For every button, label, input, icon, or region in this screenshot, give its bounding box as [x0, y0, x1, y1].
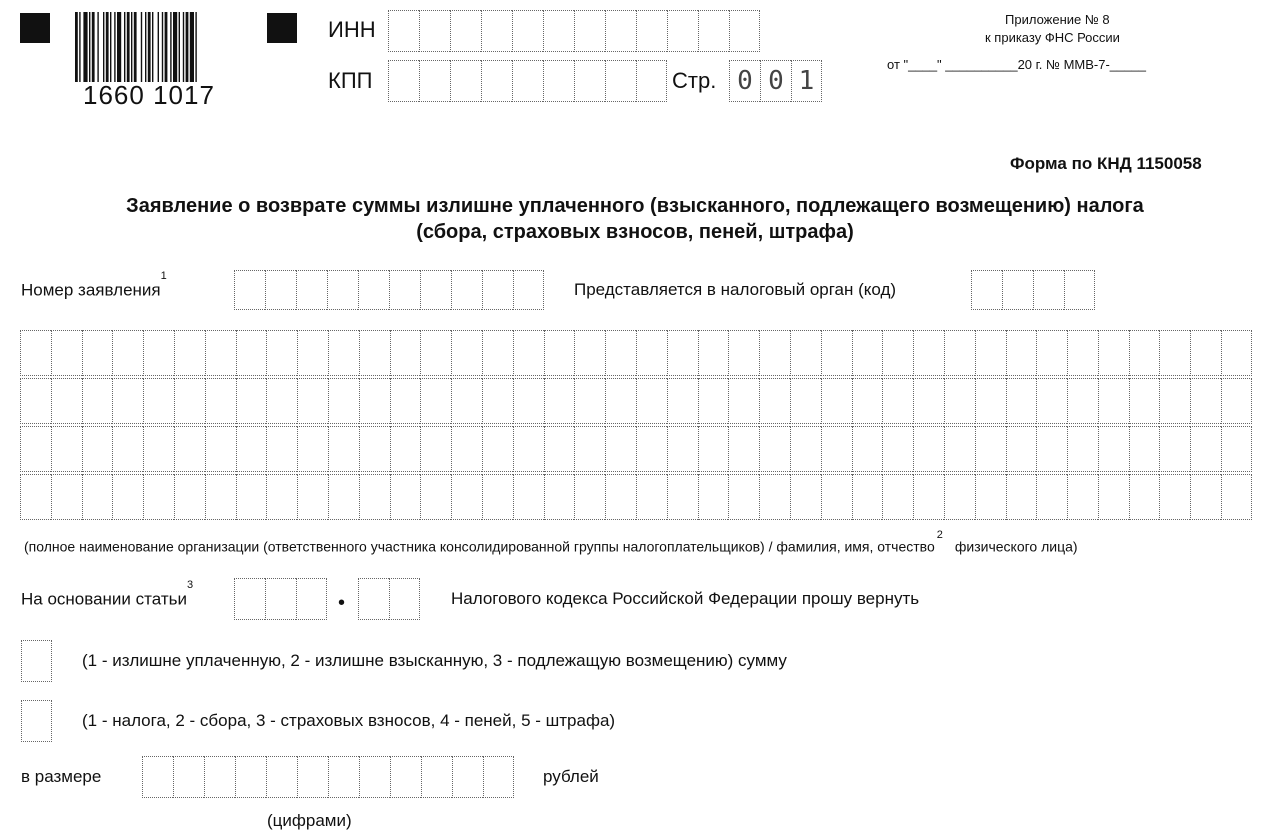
input-cell[interactable]: [482, 330, 513, 376]
input-cell[interactable]: [1159, 426, 1190, 472]
input-cell[interactable]: [512, 10, 543, 52]
input-cell[interactable]: [1006, 426, 1037, 472]
input-cell[interactable]: [1067, 330, 1098, 376]
input-cell[interactable]: [1067, 474, 1098, 520]
input-cell[interactable]: [574, 426, 605, 472]
input-cell[interactable]: [451, 270, 482, 310]
input-cell[interactable]: [266, 474, 297, 520]
tax-office-label: Представляется в налоговый орган (код): [574, 280, 897, 299]
input-cell[interactable]: [852, 330, 883, 376]
input-cell[interactable]: [944, 378, 975, 424]
form-title-line1: Заявление о возврате суммы излишне уплаченного (взысканного, подлежащего возмещению) налога: [126, 195, 1144, 217]
payment-type-caption: (1 - налога, 2 - сбора, 3 - страховых взносов, 4 - пеней, 5 - штрафа): [82, 711, 616, 730]
input-cell[interactable]: [388, 10, 419, 52]
input-cell[interactable]: [327, 270, 358, 310]
input-cell[interactable]: [1036, 330, 1067, 376]
form-title-line2: (сбора, страховых взносов, пеней, штрафа): [416, 221, 854, 243]
input-cell[interactable]: [1159, 474, 1190, 520]
input-cell[interactable]: [1006, 330, 1037, 376]
input-cell[interactable]: [605, 60, 636, 102]
input-cell[interactable]: [759, 378, 790, 424]
input-cell[interactable]: [821, 330, 852, 376]
input-cell[interactable]: [421, 756, 452, 798]
input-cell[interactable]: [636, 330, 667, 376]
input-cell[interactable]: [729, 10, 760, 52]
input-cell[interactable]: [975, 378, 1006, 424]
amount-label: в размере: [21, 767, 102, 786]
input-cell[interactable]: [605, 378, 636, 424]
input-cell[interactable]: [143, 474, 174, 520]
org-name-row-2[interactable]: [20, 378, 1252, 424]
input-cell[interactable]: [297, 426, 328, 472]
input-cell[interactable]: [605, 426, 636, 472]
input-cell[interactable]: [513, 378, 544, 424]
input-cell[interactable]: [452, 756, 483, 798]
input-cell[interactable]: [513, 270, 544, 310]
input-cell[interactable]: [513, 330, 544, 376]
input-cell[interactable]: [1036, 474, 1067, 520]
input-cell[interactable]: [1006, 378, 1037, 424]
input-cell[interactable]: [419, 60, 450, 102]
input-cell[interactable]: [266, 330, 297, 376]
input-cell[interactable]: [112, 426, 143, 472]
input-cell[interactable]: [882, 426, 913, 472]
input-cell[interactable]: [574, 60, 605, 102]
input-cell[interactable]: [143, 426, 174, 472]
input-cell[interactable]: [636, 60, 667, 102]
input-cell[interactable]: [205, 426, 236, 472]
input-cell[interactable]: [82, 378, 113, 424]
form-code: Форма по КНД 1150058: [1010, 154, 1202, 173]
input-cell[interactable]: [574, 378, 605, 424]
input-cell[interactable]: [728, 378, 759, 424]
input-cell[interactable]: [728, 330, 759, 376]
input-cell[interactable]: [636, 426, 667, 472]
inn-label: ИНН: [328, 17, 376, 42]
input-cell[interactable]: [852, 474, 883, 520]
input-cell[interactable]: [358, 578, 389, 620]
input-cell[interactable]: [481, 10, 512, 52]
input-cell[interactable]: [297, 756, 328, 798]
input-cell[interactable]: [1221, 378, 1252, 424]
input-cell[interactable]: [1064, 270, 1095, 310]
article-part-cells[interactable]: [358, 578, 420, 620]
input-cell[interactable]: [574, 330, 605, 376]
input-cell[interactable]: [605, 330, 636, 376]
input-cell[interactable]: [574, 10, 605, 52]
page-digit: 0: [760, 60, 791, 102]
input-cell[interactable]: [543, 10, 574, 52]
input-cell[interactable]: [359, 474, 390, 520]
input-cell[interactable]: [21, 700, 52, 742]
input-cell[interactable]: [636, 10, 667, 52]
input-cell[interactable]: [605, 10, 636, 52]
input-cell[interactable]: [698, 330, 729, 376]
input-cell[interactable]: [450, 10, 481, 52]
input-cell[interactable]: [1221, 474, 1252, 520]
input-cell[interactable]: [1129, 330, 1160, 376]
input-cell[interactable]: [821, 474, 852, 520]
org-name-row-3[interactable]: [20, 426, 1252, 472]
input-cell[interactable]: [481, 60, 512, 102]
input-cell[interactable]: [913, 330, 944, 376]
input-cell[interactable]: [451, 378, 482, 424]
input-cell[interactable]: [174, 330, 205, 376]
input-cell[interactable]: [420, 474, 451, 520]
kpp-cells[interactable]: [388, 60, 667, 102]
input-cell[interactable]: [51, 474, 82, 520]
input-cell[interactable]: [205, 474, 236, 520]
tax-office-cells[interactable]: [971, 270, 1095, 310]
input-cell[interactable]: [20, 378, 51, 424]
input-cell[interactable]: [667, 330, 698, 376]
input-cell[interactable]: [1098, 378, 1129, 424]
input-cell[interactable]: [204, 756, 235, 798]
input-cell[interactable]: [667, 10, 698, 52]
input-cell[interactable]: [236, 474, 267, 520]
input-cell[interactable]: [328, 474, 359, 520]
input-cell[interactable]: [975, 474, 1006, 520]
input-cell[interactable]: [389, 578, 420, 620]
input-cell[interactable]: [297, 474, 328, 520]
app-number-label: Номер заявления$^1$: [21, 270, 167, 300]
input-cell[interactable]: [636, 378, 667, 424]
input-cell[interactable]: [512, 60, 543, 102]
input-cell[interactable]: [390, 756, 421, 798]
input-cell[interactable]: [236, 426, 267, 472]
appendix-line1: Приложение № 8: [1005, 12, 1110, 27]
input-cell[interactable]: [790, 330, 821, 376]
input-cell[interactable]: [359, 426, 390, 472]
input-cell[interactable]: [388, 60, 419, 102]
input-cell[interactable]: [266, 426, 297, 472]
input-cell[interactable]: [297, 378, 328, 424]
input-cell[interactable]: [1129, 426, 1160, 472]
article-tail: Налогового кодекса Российской Федерации прошу вернуть: [451, 589, 920, 608]
input-cell[interactable]: [913, 378, 944, 424]
input-cell[interactable]: [265, 270, 296, 310]
app-number-cells[interactable]: [234, 270, 544, 310]
input-cell[interactable]: [390, 474, 421, 520]
input-cell[interactable]: [451, 474, 482, 520]
sum-type-cell[interactable]: [21, 640, 52, 682]
input-cell[interactable]: [544, 426, 575, 472]
sum-type-caption: (1 - излишне уплаченную, 2 - излишне взысканную, 3 - подлежащую возмещению) сумму: [82, 651, 787, 670]
article-label: На основании статьи$^3$: [21, 579, 194, 609]
input-cell[interactable]: [1190, 330, 1221, 376]
input-cell[interactable]: [975, 426, 1006, 472]
org-name-caption: (полное наименование организации (ответственного участника консолидированной группы налогоплательщиков) / фамилия, имя, отчество$^2$физического лица): [24, 529, 1078, 555]
input-cell[interactable]: [1190, 378, 1221, 424]
input-cell[interactable]: [821, 378, 852, 424]
input-cell[interactable]: [728, 474, 759, 520]
input-cell[interactable]: [451, 426, 482, 472]
input-cell[interactable]: [482, 426, 513, 472]
input-cell[interactable]: [450, 60, 481, 102]
input-cell[interactable]: [236, 378, 267, 424]
input-cell[interactable]: [143, 378, 174, 424]
input-cell[interactable]: [359, 330, 390, 376]
input-cell[interactable]: [1033, 270, 1064, 310]
input-cell[interactable]: [944, 330, 975, 376]
appendix-date: от "____" __________20 г. №: [887, 57, 1060, 72]
input-cell[interactable]: [1098, 474, 1129, 520]
page-digit: 0: [729, 60, 760, 102]
input-cell[interactable]: [1036, 378, 1067, 424]
input-cell[interactable]: [328, 756, 359, 798]
input-cell[interactable]: [173, 756, 204, 798]
input-cell[interactable]: [913, 474, 944, 520]
amount-cells[interactable]: [142, 756, 514, 798]
payment-type-cell[interactable]: [21, 700, 52, 742]
input-cell[interactable]: [698, 474, 729, 520]
input-cell[interactable]: [359, 756, 390, 798]
input-cell[interactable]: [236, 330, 267, 376]
input-cell[interactable]: [790, 378, 821, 424]
amount-unit: рублей: [543, 767, 599, 786]
input-cell[interactable]: [266, 378, 297, 424]
input-cell[interactable]: [667, 378, 698, 424]
input-cell[interactable]: [1006, 474, 1037, 520]
input-cell[interactable]: [971, 270, 1002, 310]
input-cell[interactable]: [390, 378, 421, 424]
input-cell[interactable]: [21, 640, 52, 682]
input-cell[interactable]: [482, 474, 513, 520]
input-cell[interactable]: [174, 474, 205, 520]
input-cell[interactable]: [112, 330, 143, 376]
org-name-row-4[interactable]: [20, 474, 1252, 520]
appendix-line2: к приказу ФНС России: [985, 30, 1120, 45]
input-cell[interactable]: [759, 426, 790, 472]
input-cell[interactable]: [419, 10, 450, 52]
input-cell[interactable]: [1067, 426, 1098, 472]
input-cell[interactable]: [944, 426, 975, 472]
input-cell[interactable]: [143, 330, 174, 376]
input-cell[interactable]: [698, 10, 729, 52]
input-cell[interactable]: [882, 330, 913, 376]
input-cell[interactable]: [1098, 426, 1129, 472]
input-cell[interactable]: [112, 378, 143, 424]
input-cell[interactable]: [82, 474, 113, 520]
input-cell[interactable]: [174, 426, 205, 472]
amount-caption: (цифрами): [267, 811, 352, 830]
page-cells: [729, 60, 822, 102]
input-cell[interactable]: [605, 474, 636, 520]
input-cell[interactable]: [20, 330, 51, 376]
org-name-row-1[interactable]: [20, 330, 1252, 376]
input-cell[interactable]: [234, 270, 265, 310]
input-cell[interactable]: [790, 474, 821, 520]
input-cell[interactable]: [328, 330, 359, 376]
input-cell[interactable]: [698, 378, 729, 424]
appendix-line3: [887, 57, 1146, 72]
input-cell[interactable]: [297, 330, 328, 376]
input-cell[interactable]: [513, 474, 544, 520]
page-digit: 1: [791, 60, 822, 102]
article-number-cells[interactable]: [234, 578, 327, 620]
input-cell[interactable]: [882, 474, 913, 520]
input-cell[interactable]: [543, 60, 574, 102]
input-cell[interactable]: [390, 426, 421, 472]
registration-marker-left: [20, 13, 50, 43]
registration-marker-right: [267, 13, 297, 43]
input-cell[interactable]: [420, 378, 451, 424]
input-cell[interactable]: [882, 378, 913, 424]
input-cell[interactable]: [328, 378, 359, 424]
input-cell[interactable]: [1221, 426, 1252, 472]
input-cell[interactable]: [821, 426, 852, 472]
input-cell[interactable]: [913, 426, 944, 472]
input-cell[interactable]: [359, 378, 390, 424]
input-cell[interactable]: [390, 330, 421, 376]
input-cell[interactable]: [358, 270, 389, 310]
input-cell[interactable]: [205, 378, 236, 424]
input-cell[interactable]: [296, 578, 327, 620]
input-cell[interactable]: [1067, 378, 1098, 424]
input-cell[interactable]: [1129, 378, 1160, 424]
input-cell[interactable]: [574, 474, 605, 520]
input-cell[interactable]: [944, 474, 975, 520]
input-cell[interactable]: [852, 426, 883, 472]
input-cell[interactable]: [235, 756, 266, 798]
input-cell[interactable]: [1159, 378, 1190, 424]
input-cell[interactable]: [667, 426, 698, 472]
input-cell[interactable]: [20, 474, 51, 520]
input-cell[interactable]: [451, 330, 482, 376]
input-cell[interactable]: [266, 756, 297, 798]
input-cell[interactable]: [759, 330, 790, 376]
input-cell[interactable]: [51, 330, 82, 376]
input-cell[interactable]: [1002, 270, 1033, 310]
input-cell[interactable]: [82, 426, 113, 472]
input-cell[interactable]: [20, 426, 51, 472]
input-cell[interactable]: [1190, 474, 1221, 520]
input-cell[interactable]: [112, 474, 143, 520]
input-cell[interactable]: [544, 378, 575, 424]
input-cell[interactable]: [420, 426, 451, 472]
input-cell[interactable]: [698, 426, 729, 472]
page-label: Стр.: [672, 68, 717, 93]
input-cell[interactable]: [1159, 330, 1190, 376]
input-cell[interactable]: [482, 378, 513, 424]
input-cell[interactable]: [544, 474, 575, 520]
appendix-order-number: ММВ-7-_____: [1063, 57, 1146, 72]
input-cell[interactable]: [513, 426, 544, 472]
input-cell[interactable]: [142, 756, 173, 798]
input-cell[interactable]: [51, 378, 82, 424]
input-cell[interactable]: [975, 330, 1006, 376]
input-cell[interactable]: [728, 426, 759, 472]
input-cell[interactable]: [1129, 474, 1160, 520]
input-cell[interactable]: [174, 378, 205, 424]
input-cell[interactable]: [1098, 330, 1129, 376]
input-cell[interactable]: [51, 426, 82, 472]
article-separator-dot: •: [338, 592, 346, 614]
input-cell[interactable]: [420, 270, 451, 310]
input-cell[interactable]: [790, 426, 821, 472]
input-cell[interactable]: [389, 270, 420, 310]
input-cell[interactable]: [667, 474, 698, 520]
input-cell[interactable]: [82, 330, 113, 376]
input-cell[interactable]: [205, 330, 236, 376]
input-cell[interactable]: [1190, 426, 1221, 472]
input-cell[interactable]: [265, 578, 296, 620]
input-cell[interactable]: [482, 270, 513, 310]
kpp-label: КПП: [328, 68, 373, 93]
input-cell[interactable]: [1036, 426, 1067, 472]
barcode: [75, 12, 240, 110]
input-cell[interactable]: [852, 378, 883, 424]
barcode-number: 1660 1017: [83, 80, 215, 110]
input-cell[interactable]: [234, 578, 265, 620]
input-cell[interactable]: [296, 270, 327, 310]
input-cell[interactable]: [759, 474, 790, 520]
input-cell[interactable]: [544, 330, 575, 376]
input-cell[interactable]: [420, 330, 451, 376]
inn-cells[interactable]: [388, 10, 760, 52]
input-cell[interactable]: [636, 474, 667, 520]
input-cell[interactable]: [328, 426, 359, 472]
input-cell[interactable]: [483, 756, 514, 798]
input-cell[interactable]: [1221, 330, 1252, 376]
